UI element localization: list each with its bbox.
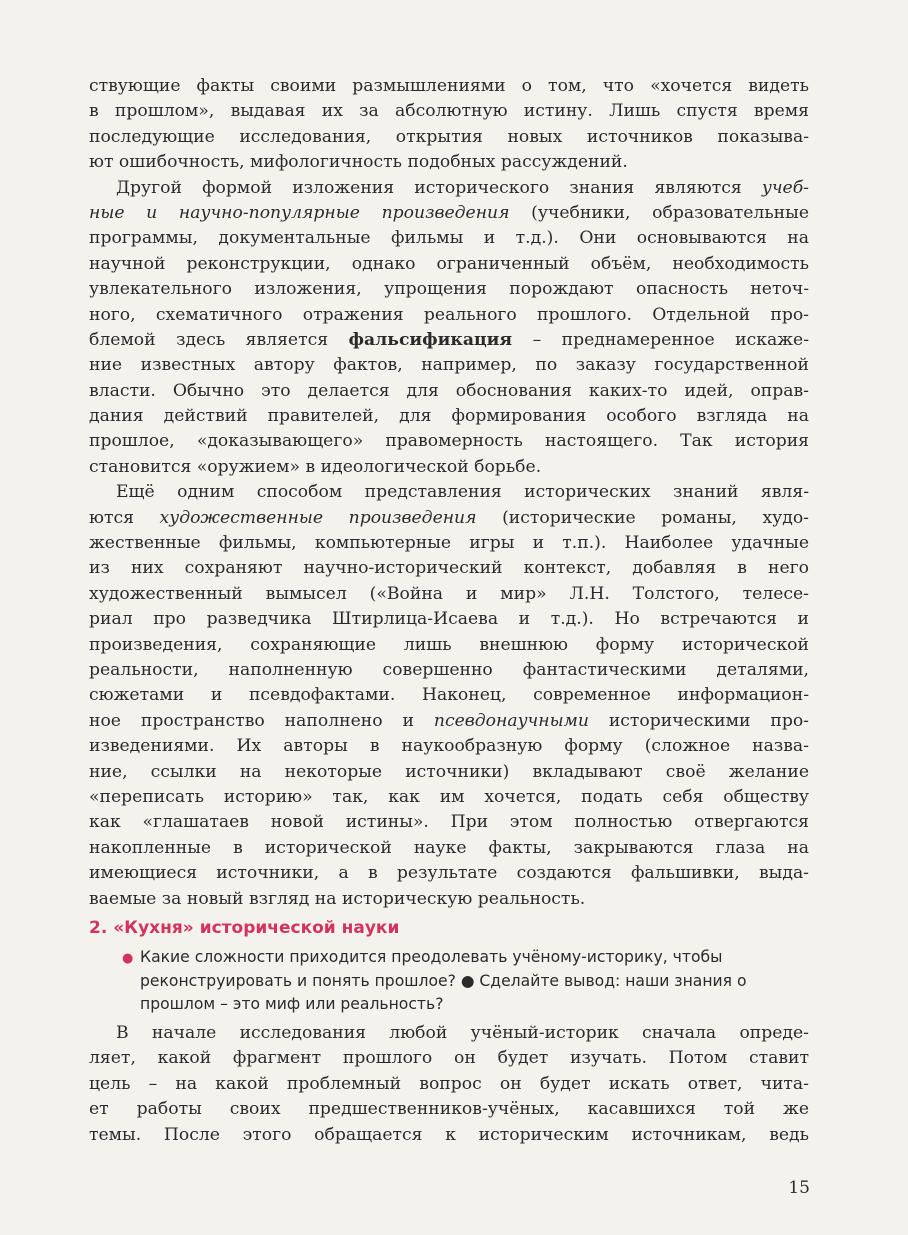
- text-line: власти. Обычно это делается для обоснования каких-то идей, оправ-: [89, 380, 809, 401]
- body-text-top: [89, 74, 809, 912]
- question-text: реконструировать и понять прошлое? ● Сделайте вывод: наши знания о: [140, 971, 747, 990]
- text-line: программы, документальные фильмы и т.д.). Они основываются на: [89, 228, 809, 249]
- text-line: ные и научно-популярные произведения (учебники, образовательные: [89, 202, 809, 223]
- text-line: увлекательного изложения, упрощения порождают опасность неточ-: [89, 279, 809, 300]
- page-number: 15: [788, 1178, 810, 1198]
- text-line: В начале исследования любой учёный-историк сначала опреде-: [116, 1023, 809, 1043]
- text-line: ют ошибочность, мифологичность подобных рассуждений.: [89, 152, 628, 173]
- text-line: дания действий правителей, для формирования особого взгляда на: [89, 406, 809, 427]
- text-line: ляет, какой фрагмент прошлого он будет изучать. Потом ставит: [89, 1048, 809, 1069]
- text-line: цель – на какой проблемный вопрос он будет искать ответ, чита-: [89, 1073, 809, 1094]
- text-line: Другой формой изложения исторического знания являются учеб-: [116, 177, 809, 198]
- question-line: [140, 970, 812, 994]
- text-line: ного, схематичного отражения реального прошлого. Отдельной про-: [89, 304, 809, 325]
- review-questions: [122, 946, 812, 1017]
- text-line: как «глашатаев новой истины». При этом полностью отвергаются: [89, 812, 809, 833]
- question-text: Какие сложности приходится преодолевать учёному-историку, чтобы: [140, 948, 723, 966]
- question-line: [140, 993, 812, 1017]
- text-line: имеющиеся источники, а в результате создаются фальшивки, выда-: [89, 863, 809, 884]
- text-line: прошлое, «доказывающего» правомерность настоящего. Так история: [89, 431, 809, 452]
- text-line: реальности, наполненную совершенно фантастическими деталями,: [89, 659, 809, 680]
- text-line: становится «оружием» в идеологической борьбе.: [89, 456, 542, 477]
- text-line: темы. После этого обращается к историческим источникам, ведь: [89, 1124, 809, 1145]
- text-line: Ещё одним способом представления исторических знаний явля-: [116, 482, 809, 503]
- body-text-bottom: [89, 1021, 809, 1148]
- text-line: в прошлом», выдавая их за абсолютную истину. Лишь спустя время: [89, 101, 809, 122]
- text-line: из них сохраняют научно-исторический контекст, добавляя в него: [89, 558, 809, 579]
- question-line: ● Какие сложности приходится преодолевать учёному-историку, чтобы: [122, 948, 723, 966]
- text-line: накопленные в исторической науке факты, закрываются глаза на: [89, 837, 809, 858]
- text-line: ное пространство наполнено и псевдонаучными историческими про-: [89, 710, 809, 731]
- text-line: ствующие факты своими размышлениями о том, что «хочется видеть: [89, 76, 809, 96]
- text-line: ваемые за новый взгляд на историческую реальность.: [89, 888, 586, 909]
- text-line: ние, ссылки на некоторые источники) вкладывают своё желание: [89, 761, 809, 782]
- text-line: «переписать историю» так, как им хочется, подать себя обществу: [89, 786, 809, 807]
- text-line: научной реконструкции, однако ограниченный объём, необходимость: [89, 253, 809, 274]
- section-heading: 2. «Кухня» исторической науки: [89, 918, 400, 938]
- text-line: художественный вымысел («Война и мир» Л.Н. Толстого, телесе-: [89, 583, 809, 604]
- text-line: изведениями. Их авторы в наукообразную форму (сложное назва-: [89, 736, 809, 757]
- text-line: блемой здесь является фальсификация – преднамеренное искаже-: [89, 329, 809, 350]
- text-line: ние известных автору фактов, например, по заказу государственной: [89, 355, 809, 376]
- text-line: произведения, сохраняющие лишь внешнюю форму исторической: [89, 634, 809, 655]
- text-line: жественные фильмы, компьютерные игры и т.п.). Наиболее удачные: [89, 533, 809, 554]
- text-line: риал про разведчика Штирлица-Исаева и т.д.). Но встречаются и: [89, 609, 809, 630]
- text-line: ет работы своих предшественников-учёных, касавшихся той же: [89, 1099, 809, 1120]
- text-line: ются художественные произведения (исторические романы, худо-: [89, 507, 809, 528]
- text-line: последующие исследования, открытия новых источников показыва-: [89, 126, 809, 147]
- text-line: сюжетами и псевдофактами. Наконец, современное информацион-: [89, 685, 809, 706]
- question-text: прошлом – это миф или реальность?: [140, 995, 444, 1013]
